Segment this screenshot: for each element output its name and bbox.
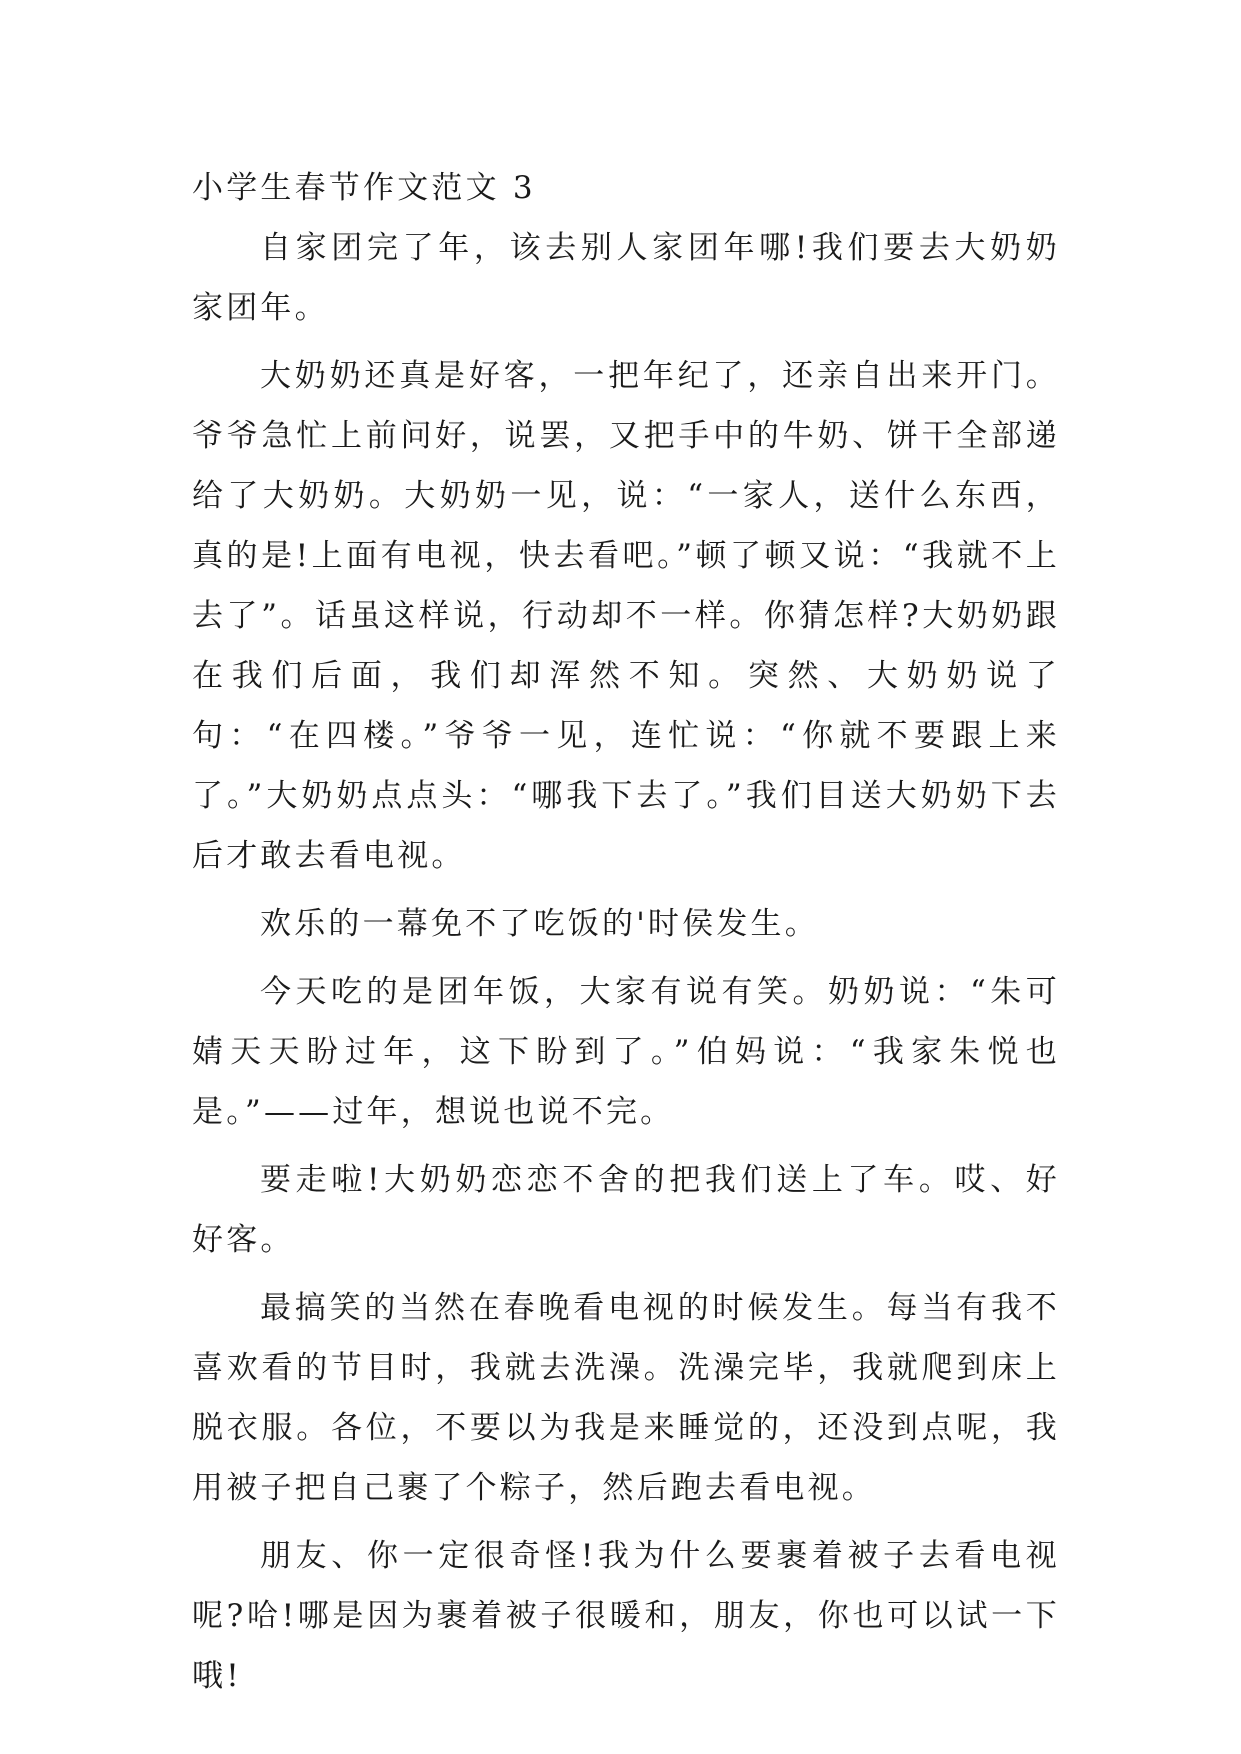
paragraph-5: 要走啦!大奶奶恋恋不舍的把我们送上了车。哎、好好客。 (192, 1162, 1060, 1258)
paragraph-4: 今天吃的是团年饭，大家有说有笑。奶奶说：“朱可婧天天盼过年，这下盼到了。”伯妈说：“我家朱悦也是。”——过年，想说也说不完。 (192, 974, 1060, 1130)
paragraph-6: 最搞笑的当然在春晚看电视的时候发生。每当有我不喜欢看的节目时，我就去洗澡。洗澡完毕，我就爬到床上脱衣服。各位，不要以为我是来睡觉的，还没到点呢，我用被子把自己裹了个粽子，然后跑去看电视。 (192, 1290, 1060, 1506)
paragraph-7: 朋友、你一定很奇怪!我为什么要裹着被子去看电视呢?哈!哪是因为裹着被子很暖和，朋友，你也可以试一下哦! (192, 1538, 1060, 1694)
paragraph-1: 自家团完了年，该去别人家团年哪!我们要去大奶奶家团年。 (192, 230, 1060, 326)
document-title: 小学生春节作文范文 3 (192, 170, 536, 206)
paragraph-2: 大奶奶还真是好客，一把年纪了，还亲自出来开门。爷爷急忙上前问好，说罢，又把手中的牛奶、饼干全部递给了大奶奶。大奶奶一见，说：“一家人，送什么东西，真的是!上面有电视，快去看吧。”顿了顿又说：“我就不上去了”。话虽这样说，行动却不一样。你猜怎样?大奶奶跟在我们后面，我们却浑然不知。突然、大奶奶说了句：“在四楼。”爷爷一见，连忙说：“你就不要跟上来了。”大奶奶点点头：“哪我下去了。”我们目送大奶奶下去后才敢去看电视。 (192, 358, 1060, 874)
document-body (192, 158, 1060, 1714)
paragraph-3: 欢乐的一幕免不了吃饭的'时侯发生。 (260, 906, 819, 942)
